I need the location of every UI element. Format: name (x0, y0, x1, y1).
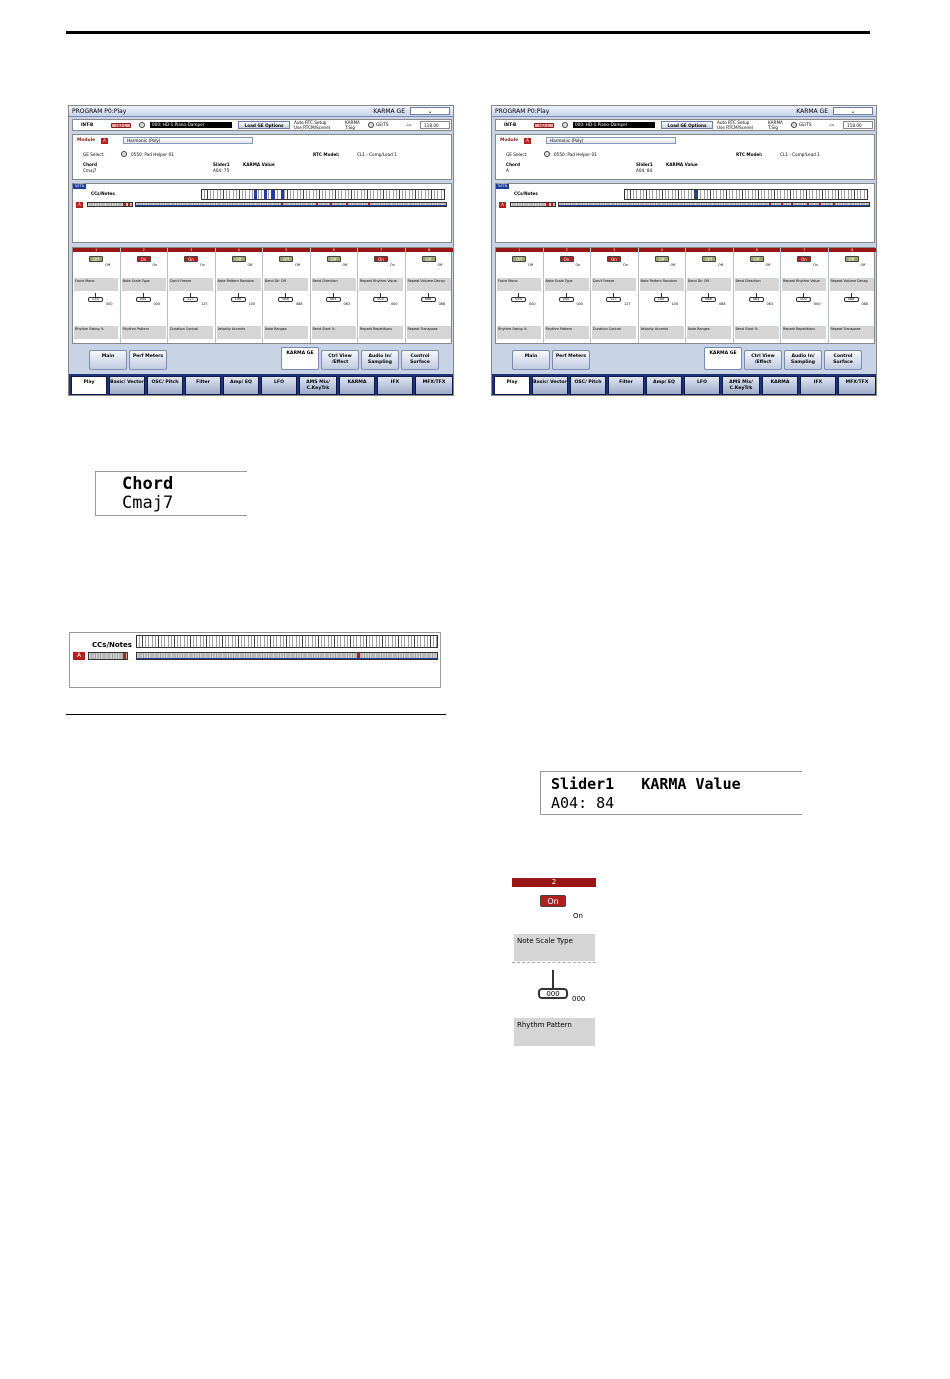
slider-knob[interactable]: 000 (136, 297, 151, 302)
ge-ts-icon[interactable] (791, 122, 797, 128)
karma-tsig-line2: T.Sig (768, 124, 778, 130)
slider-knob[interactable]: 127 (606, 297, 621, 302)
column-number: 2 (121, 248, 168, 252)
slider-knob[interactable]: 000 (373, 297, 388, 302)
page-tabs (69, 347, 453, 373)
callout-slider-track (552, 970, 554, 990)
switch-button[interactable]: On (560, 256, 574, 262)
slider-knob[interactable]: 035 (511, 297, 526, 302)
ge-select-value[interactable]: 0550: Pad Helper 01 (554, 152, 597, 157)
program-select-row (72, 119, 452, 131)
switch-label: Note Pattern Random (640, 278, 684, 291)
switch-button[interactable]: Off (655, 256, 669, 262)
slider-value: 000 (391, 302, 398, 306)
slider-value: 088 (438, 302, 445, 306)
slider-label: Rhythm Swing % (497, 326, 541, 339)
tab-audio-in-sampling[interactable]: Audio In/ Sampling (784, 350, 822, 370)
slider-label: Repeat Transpose (830, 326, 874, 339)
column-number: 8 (829, 248, 877, 252)
switch-button[interactable]: Off (702, 256, 716, 262)
slider-knob[interactable]: 100 (654, 297, 669, 302)
title-bar (69, 106, 453, 117)
scene-column (686, 248, 734, 343)
keyboard-display (624, 189, 868, 200)
notes-zoom-cc-meter (88, 652, 128, 660)
karma-tsig-line1: KARMA (345, 120, 360, 125)
switch-value: On (575, 263, 581, 267)
notes-meter (135, 202, 447, 207)
notes-module-badge[interactable]: A (76, 202, 83, 208)
slider-label: Duration Control (592, 326, 636, 339)
chord-value: Cmaj7 (83, 168, 97, 173)
load-ge-options-button[interactable]: Load GE Options (238, 121, 290, 129)
slider-label: Rhythm Swing % (74, 326, 118, 339)
notes-zoom-keyboard (136, 635, 438, 648)
chord-label: Chord (83, 162, 97, 167)
column-number: 2 (544, 248, 591, 252)
switch-value: Off (342, 263, 348, 267)
slider-label: Rhythm Pattern (122, 326, 166, 339)
notes-label: CCs/Notes (91, 191, 115, 196)
slider-value: 088 (861, 302, 868, 306)
mode-label: KARMA GE (373, 108, 405, 115)
slider-value: 127 (201, 302, 208, 306)
slider-zoom-label: Slider1 KARMA Value (551, 775, 741, 793)
switch-value: Off (528, 263, 534, 267)
switch-button[interactable]: On (797, 256, 811, 262)
switch-label: Repeat Volume Decay (407, 278, 451, 291)
slider-value: 100 (671, 302, 678, 306)
chevron-down-icon: ⌄ (850, 108, 856, 115)
tab-filter[interactable]: Filter (608, 376, 644, 395)
switch-label: Bend Dir Off (687, 278, 731, 291)
section-rule (66, 714, 446, 715)
tab-mfx-tfx[interactable]: MFX/TFX (838, 376, 876, 395)
cc-meter (87, 202, 133, 207)
program-select-row (495, 119, 875, 131)
tab-lfo[interactable]: LFO (261, 376, 297, 395)
switch-label: Bend Direction (312, 278, 356, 291)
scene-column (168, 248, 216, 343)
slider-value: 088 (719, 302, 726, 306)
slider-value: 127 (624, 302, 631, 306)
slider-knob[interactable]: 000 (559, 297, 574, 302)
notes-tag: SITS (75, 183, 85, 188)
load-ge-options-button[interactable]: Load GE Options (661, 121, 713, 129)
callout-slider-knob[interactable]: 000 (538, 988, 568, 999)
callout-switch-label: Note Scale Type (514, 934, 595, 961)
ge-select-icon[interactable] (121, 151, 127, 157)
module-label: Module (500, 138, 519, 143)
tab-basic-vector[interactable]: Basic/ Vector (532, 376, 568, 395)
slider-value: 000 (529, 302, 536, 306)
column-number: 3 (591, 248, 638, 252)
module-id-badge[interactable]: A (101, 138, 108, 144)
tab-ams-mix[interactable]: AMS Mix/ C.KeyTrk (722, 376, 760, 395)
auto-rtc-line1: Auto RTC Setup (294, 120, 327, 125)
switch-button[interactable]: On (374, 256, 388, 262)
notes-tag: SITS (498, 183, 508, 188)
switch-value: On (623, 263, 628, 267)
slider-knob[interactable]: 063 (749, 297, 764, 302)
callout-column-number: 2 (512, 878, 596, 887)
tempo-field[interactable]: 118.00 (843, 121, 873, 129)
scene-column (311, 248, 359, 343)
program-name-field[interactable]: 000: HD-1 Piano-Damper (150, 122, 232, 128)
mode-tabs (69, 374, 453, 396)
ge-select-icon[interactable] (544, 151, 550, 157)
slider-label: Rhythm Pattern (545, 326, 589, 339)
slider-knob[interactable]: 063 (326, 297, 341, 302)
switch-value: On (813, 263, 818, 267)
karma-tsig-line2: T.Sig (345, 124, 355, 130)
chord-zoom-value: Cmaj7 (122, 493, 174, 513)
switch-value: Off (437, 263, 443, 267)
notes-module-badge[interactable]: A (499, 202, 506, 208)
switch-label: Don't Freeze (592, 278, 636, 291)
ge-ts-icon[interactable] (368, 122, 374, 128)
scene-column (734, 248, 782, 343)
slider-label: Velocity Accents (217, 326, 261, 339)
scene-column (73, 248, 121, 343)
tab-osc-pitch[interactable]: OSC/ Pitch (147, 376, 183, 395)
switch-value: Off (295, 263, 301, 267)
slider-label: Duration Control (169, 326, 213, 339)
slider-label: Repeat Repetitions (782, 326, 826, 339)
slider-knob[interactable]: 100 (231, 297, 246, 302)
slider-value: 000 (814, 302, 821, 306)
tempo-field[interactable]: 118.00 (420, 121, 450, 129)
slider-knob[interactable]: 088 (701, 297, 716, 302)
switch-value: On (200, 263, 205, 267)
switch-button[interactable]: Off (845, 256, 859, 262)
tab-filter[interactable]: Filter (185, 376, 221, 395)
slider-label: Note Ranges (264, 326, 308, 339)
tab-ifx[interactable]: IFX (800, 376, 836, 395)
column-number: 3 (168, 248, 215, 252)
column-number: 5 (263, 248, 310, 252)
column-number: 4 (216, 248, 263, 252)
slider-value: 100 (248, 302, 255, 306)
switch-button[interactable]: On (607, 256, 621, 262)
switch-value: Off (670, 263, 676, 267)
slider-label: Bend Start % (312, 326, 356, 339)
switch-value: Off (247, 263, 253, 267)
notes-meter (558, 202, 870, 207)
switch-value: On (390, 263, 395, 267)
auto-rtc-line2: Use RTCM/Scene) (717, 124, 754, 130)
chord-label: Chord (506, 162, 520, 167)
chord-zoom (95, 471, 247, 516)
switch-value: Off (105, 263, 111, 267)
scene-column (639, 248, 687, 343)
column-number: 8 (406, 248, 454, 252)
tab-ifx[interactable]: IFX (377, 376, 413, 395)
notes-zoom-notes-meter (136, 652, 438, 660)
ge-name-button[interactable]: Harmonic (Poly) (123, 137, 253, 144)
bank-label: INT-B (504, 122, 517, 127)
bank-number-pill[interactable]: HD-1 (111, 123, 131, 128)
switch-button[interactable]: Off (422, 256, 436, 262)
slider-zoom-value: A04: 84 (551, 794, 615, 812)
ge-select-value[interactable]: 0550: Pad Helper 01 (131, 152, 174, 157)
callout-switch-button[interactable]: On (540, 895, 566, 907)
scene-column (121, 248, 169, 343)
program-play-screen-2 (491, 105, 877, 396)
ge-select-label: GE Select: (83, 152, 105, 157)
slider-label: Bend Start % (735, 326, 779, 339)
mode-tabs (492, 374, 876, 396)
rtc-model-value[interactable]: CL1 - Comp/Lead 1 (780, 152, 820, 157)
ge-ts-label: GE/TS (799, 122, 812, 127)
scene-column (358, 248, 406, 343)
title-bar (492, 106, 876, 117)
switch-label: Note Pattern Random (217, 278, 261, 291)
scene-column (591, 248, 639, 343)
page-menu-button[interactable] (410, 107, 450, 115)
notes-zoom-module-badge[interactable]: A (73, 652, 85, 660)
auto-rtc-line2: Use RTCM/Scene) (294, 124, 331, 130)
tab-main[interactable]: Main (89, 350, 127, 370)
page-menu-button[interactable] (833, 107, 873, 115)
scene-column (781, 248, 829, 343)
module-id-badge[interactable]: A (524, 138, 531, 144)
switch-value: Off (718, 263, 724, 267)
switch-label: Repeat Volume Decay (830, 278, 874, 291)
slider-zoom (540, 771, 802, 815)
module-panel (72, 134, 452, 180)
slider-value: 063 (343, 302, 350, 306)
page-tabs (492, 347, 876, 373)
column-callout (512, 878, 596, 1050)
page-top-rule (66, 31, 870, 34)
slider-value: 000 (576, 302, 583, 306)
slider-value: 000 (106, 302, 113, 306)
slider-value: 063 (766, 302, 773, 306)
notes-zoom (69, 632, 441, 688)
tab-control-surface[interactable]: Control Surface (824, 350, 862, 370)
ge-select-label: GE Select: (506, 152, 528, 157)
switch-button[interactable]: On (137, 256, 151, 262)
slider-knob[interactable]: 088 (278, 297, 293, 302)
slider-name: Slider1 (213, 162, 230, 167)
tab-karma-ge[interactable]: KARMA GE (281, 347, 319, 370)
notes-panel (72, 183, 452, 243)
switch-button[interactable]: Off (750, 256, 764, 262)
column-number: 1 (496, 248, 543, 252)
column-number: 6 (734, 248, 781, 252)
tab-osc-pitch[interactable]: OSC/ Pitch (570, 376, 606, 395)
notes-panel (495, 183, 875, 243)
column-number: 5 (686, 248, 733, 252)
rtc-model-value[interactable]: CL1 - Comp/Lead 1 (357, 152, 397, 157)
program-select-icon[interactable] (562, 122, 568, 128)
switch-button[interactable]: Off (279, 256, 293, 262)
page-title: PROGRAM P0:Play (495, 108, 550, 115)
callout-switch-value: On (573, 912, 583, 920)
program-select-icon[interactable] (139, 122, 145, 128)
tab-perf-meters[interactable]: Perf Meters (129, 350, 167, 370)
switch-label: Note Scale Type (122, 278, 166, 291)
slider-knob[interactable]: 035 (88, 297, 103, 302)
page-title: PROGRAM P0:Play (72, 108, 127, 115)
slider-label: Velocity Accents (640, 326, 684, 339)
keyboard-display (201, 189, 445, 200)
slider-label: Repeat Repetitions (359, 326, 403, 339)
callout-slider-label: Rhythm Pattern (514, 1018, 595, 1046)
scene-column (263, 248, 311, 343)
notes-zoom-label: CCs/Notes (92, 641, 132, 649)
chevron-down-icon: ⌄ (427, 108, 433, 115)
tempo-note-icon: ♩= (406, 122, 412, 127)
switch-slider-grid (495, 247, 875, 344)
tab-main[interactable]: Main (512, 350, 550, 370)
column-number: 1 (73, 248, 120, 252)
callout-divider (512, 962, 596, 963)
switch-label: Force Mono (497, 278, 541, 291)
module-label: Module (77, 138, 96, 143)
column-number: 6 (311, 248, 358, 252)
switch-label: Don't Freeze (169, 278, 213, 291)
scene-column (216, 248, 264, 343)
slider-value: 088 (296, 302, 303, 306)
tab-amp-eq[interactable]: Amp/ EQ (223, 376, 259, 395)
tab-karma[interactable]: KARMA (762, 376, 798, 395)
slider-label: Repeat Transpose (407, 326, 451, 339)
slider-knob[interactable]: 088 (844, 297, 859, 302)
slider-label: Note Ranges (687, 326, 731, 339)
slider-value: 000 (153, 302, 160, 306)
notes-label: CCs/Notes (514, 191, 538, 196)
tab-play[interactable]: Play (494, 376, 530, 395)
tab-ams-mix[interactable]: AMS Mix/ C.KeyTrk (299, 376, 337, 395)
scene-column (544, 248, 592, 343)
switch-value: Off (860, 263, 866, 267)
tab-basic-vector[interactable]: Basic/ Vector (109, 376, 145, 395)
switch-button[interactable]: Off (89, 256, 103, 262)
switch-label: Force Mono (74, 278, 118, 291)
slider-knob[interactable]: 088 (421, 297, 436, 302)
switch-label: Note Scale Type (545, 278, 589, 291)
slider-label: KARMA Value (666, 162, 698, 167)
auto-rtc-line1: Auto RTC Setup (717, 120, 750, 125)
rtc-model-label: RTC Model: (736, 152, 763, 157)
switch-button[interactable]: On (184, 256, 198, 262)
tab-amp-eq[interactable]: Amp/ EQ (646, 376, 682, 395)
tab-audio-in-sampling[interactable]: Audio In/ Sampling (361, 350, 399, 370)
tab-perf-meters[interactable]: Perf Meters (552, 350, 590, 370)
tab-play[interactable]: Play (71, 376, 107, 395)
scene-column (406, 248, 454, 343)
switch-button[interactable]: Off (512, 256, 526, 262)
switch-value: On (152, 263, 158, 267)
column-number: 7 (781, 248, 828, 252)
switch-button[interactable]: Off (327, 256, 341, 262)
column-number: 4 (639, 248, 686, 252)
slider-knob[interactable]: 127 (183, 297, 198, 302)
mode-label: KARMA GE (796, 108, 828, 115)
switch-value: Off (765, 263, 771, 267)
switch-label: Bend Dir Off (264, 278, 308, 291)
tab-ctrl-view-effect[interactable]: Ctrl View /Effect (744, 350, 782, 370)
switch-button[interactable]: Off (232, 256, 246, 262)
switch-slider-grid (72, 247, 452, 344)
ge-name-button[interactable]: Harmonic (Poly) (546, 137, 676, 144)
bank-number-pill[interactable]: HD-1 (534, 123, 554, 128)
rtc-model-label: RTC Model: (313, 152, 340, 157)
cc-meter (510, 202, 556, 207)
tab-karma-ge[interactable]: KARMA GE (704, 347, 742, 370)
tab-mfx-tfx[interactable]: MFX/TFX (415, 376, 453, 395)
scene-column (829, 248, 877, 343)
tab-karma[interactable]: KARMA (339, 376, 375, 395)
bank-label: INT-B (81, 122, 94, 127)
program-play-screen-1 (68, 105, 454, 396)
switch-label: Repeat Rhythm Value (782, 278, 826, 291)
karma-tsig-line1: KARMA (768, 120, 783, 125)
chord-zoom-label: Chord (122, 474, 174, 494)
slider-value: A04: 75 (213, 168, 230, 173)
module-panel (495, 134, 875, 180)
slider-name: Slider1 (636, 162, 653, 167)
column-number: 7 (358, 248, 405, 252)
scene-column (496, 248, 544, 343)
slider-label: KARMA Value (243, 162, 275, 167)
slider-value: A04: 84 (636, 168, 653, 173)
tempo-note-icon: ♩= (829, 122, 835, 127)
callout-slider-value: 000 (572, 995, 586, 1003)
slider-knob[interactable]: 000 (796, 297, 811, 302)
program-name-field[interactable]: 000: HD-1 Piano-Damper (573, 122, 655, 128)
chord-value: A (506, 168, 509, 173)
switch-label: Bend Direction (735, 278, 779, 291)
tab-control-surface[interactable]: Control Surface (401, 350, 439, 370)
ge-ts-label: GE/TS (376, 122, 389, 127)
tab-ctrl-view-effect[interactable]: Ctrl View /Effect (321, 350, 359, 370)
tab-lfo[interactable]: LFO (684, 376, 720, 395)
switch-label: Repeat Rhythm Value (359, 278, 403, 291)
